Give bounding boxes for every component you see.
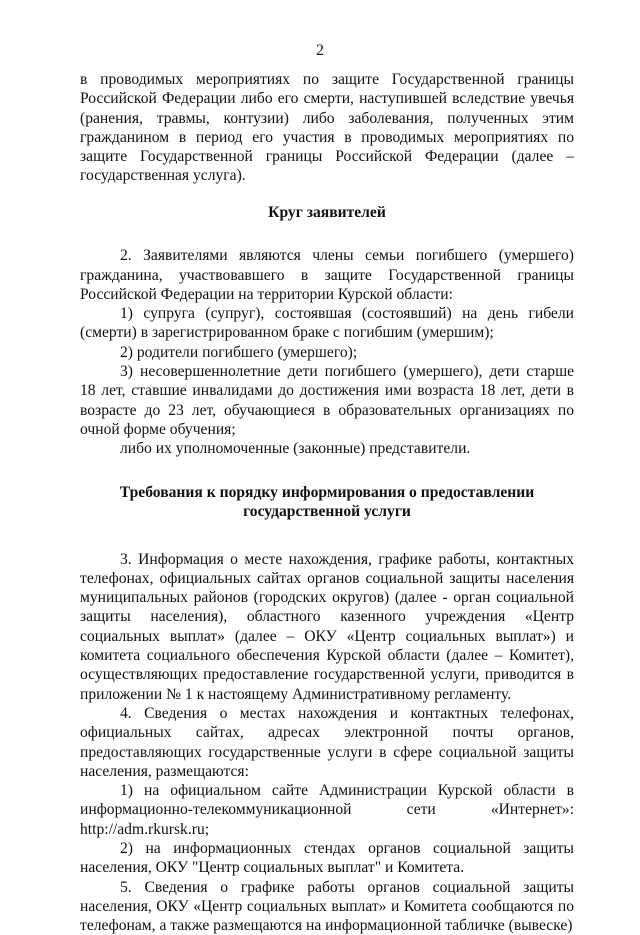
list-item-stands: 2) на информационных стендах органов социальной защиты населения, ОКУ "Центр социальных выплат" и Комитета.	[80, 840, 574, 877]
section-heading-applicants: Круг заявителей	[268, 203, 386, 221]
intro-paragraph: в проводимых мероприятиях по защите Государственной границы Российской Федерации либо его смерти, наступившей вследствие увечья (ранения, травмы, контузии) либо заболевания, полученных этим гражданином в период его участия в проводимых мероприятиях по защите Государственной границы Российской Федерации (далее – государственная услуга).	[80, 71, 574, 185]
paragraph-5: 5. Сведения о графике работы органов социальной защиты населения, ОКУ «Центр социальных выплат» и Комитета сообщаются по телефонам, а также размещаются на информационной табличке (вывеске)	[80, 878, 574, 935]
list-item-parents: 2) родители погибшего (умершего);	[120, 343, 358, 361]
applicants-section	[80, 246, 574, 458]
paragraph-2: 2. Заявителями являются члены семьи погибшего (умершего) гражданина, участвовавшего в защите Государственной границы Российской Федерации на территории Курской области:	[80, 247, 574, 303]
paragraph-4: 4. Сведения о местах нахождения и контактных телефонах, официальных сайтах, адресах электронной почты органов, предоставляющих государственные услуги в сфере социальной защиты населения, размещаются:	[80, 704, 574, 780]
page-number: 2	[316, 42, 324, 59]
document-body	[80, 70, 574, 935]
list-item-website: 1) на официальном сайте Администрации Курской области в информационно-телекоммуникационной сети «Интернет»: http://adm.rkursk.ru;	[80, 782, 574, 838]
list-item-spouse: 1) супруга (супруг), состоявшая (состоявший) на день гибели (смерти) в зарегистрированном браке с погибшим (умершим);	[80, 305, 574, 342]
section-heading-line-1: Требования к порядку информирования о предоставлении	[119, 483, 535, 501]
paragraph-3: 3. Информация о месте нахождения, графике работы, контактных телефонах, официальных сайтах органов социальной защиты населения муниципальных районов (городских округов) (далее - орган социальной защиты населения), областного казенного учреждения «Центр социальных выплат» (далее – ОКУ «Центр социальных выплат») и комитета социального обеспечения Курской области (далее – Комитет), осуществляющих предоставление государственной услуги, приводится в приложении № 1 к настоящему Административному регламенту.	[80, 550, 574, 703]
requirements-section	[80, 550, 574, 935]
section-heading-line-2: государственной услуги	[243, 503, 411, 521]
section-heading-requirements	[80, 483, 574, 522]
list-item-representatives: либо их уполномоченные (законные) представители.	[120, 440, 471, 458]
list-item-children: 3) несовершеннолетние дети погибшего (умершего), дети старше 18 лет, ставшие инвалидами до достижения ими возраста 18 лет, дети в возрасте до 23 лет, обучающиеся в образовательных организациях по очной форме обучения;	[80, 363, 574, 438]
